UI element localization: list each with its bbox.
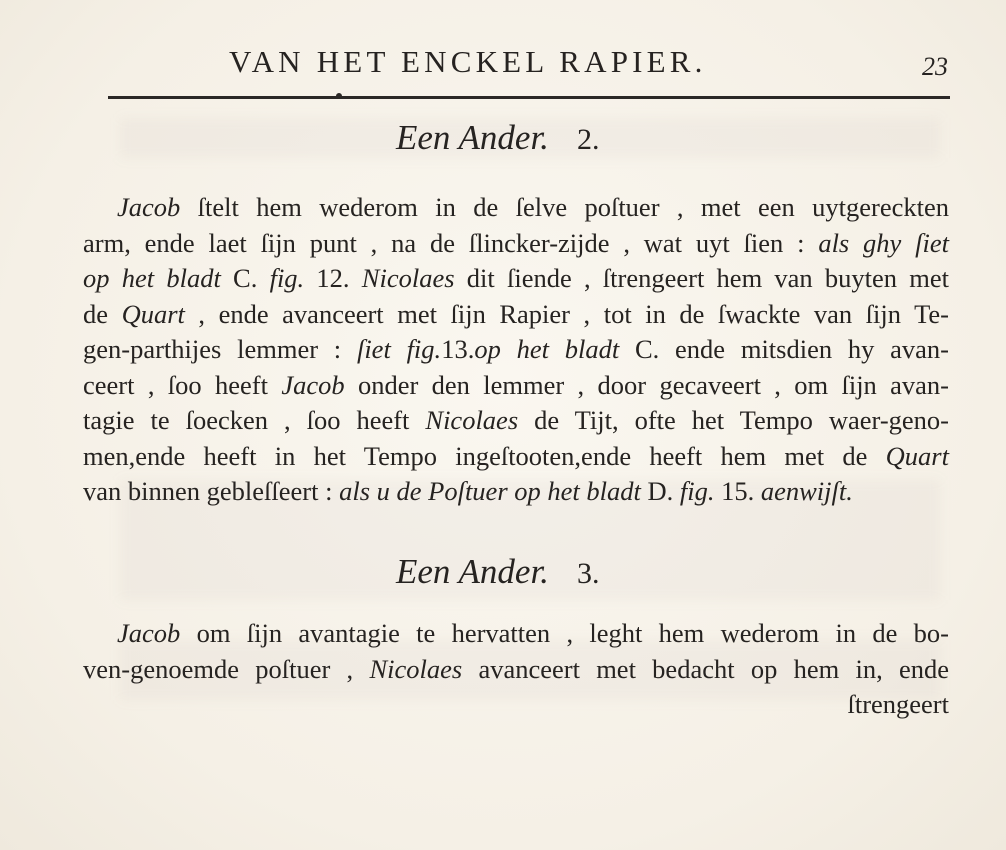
text-line [83,226,949,262]
roman-run: ſtelt hem wederom in de ſelve poſtuer , met een uytgereckten [180,192,949,222]
italic-run: als ghy ſiet [818,227,949,258]
roman-run: onder den lemmer , door gecaveert , om ſijn avan- [344,369,950,400]
text-line [83,616,949,652]
italic-run: Quart [885,440,949,471]
roman-run: dit ſiende , ſtrengeert hem van buyten met [454,263,949,293]
roman-run: men,ende heeft in het Tempo ingeſtooten,ende heeft hem met de [83,440,886,471]
italic-run: als u de Poſtuer op het bladt [339,476,641,506]
roman-run: D. [640,476,680,506]
roman-run: arm, ende laet ſijn punt , na de ſlincker-zijde , wat uyt ſien : [83,227,819,258]
section-heading-3 [396,552,599,592]
italic-run: Jacob [117,192,181,222]
roman-run: ſtrengeert [847,689,949,719]
italic-run: Nicolaes [361,263,455,293]
roman-run: tagie te ſoecken , ſoo heeft [83,405,426,435]
text-line [83,687,949,723]
text-line [83,190,949,226]
roman-run: ven-genoemde poſtuer , [83,653,370,684]
page-number: 23 [922,52,948,81]
text-line [83,368,949,404]
roman-run: 12. [304,263,362,293]
section-title: Een Ander. [396,118,549,157]
roman-run: gen-parthijes lemmer : [83,334,357,364]
paragraph-section-3 [83,616,949,723]
roman-run: 13. [441,334,475,364]
italic-run: Jacob [281,369,345,400]
running-head: VAN HET ENCKEL RAPIER. [229,44,707,79]
text-line [83,261,949,297]
italic-run: ſiet fig. [356,334,442,364]
roman-run: van binnen gebleſſeert : [83,476,340,506]
italic-run: fig. [269,263,305,293]
roman-run: de Tijt, ofte het Tempo waer-geno- [518,405,949,435]
text-line [83,403,949,439]
section-title: Een Ander. [396,552,549,591]
paragraph-section-2 [83,190,949,510]
italic-run: fig. [679,476,715,506]
italic-run: Nicolaes [425,405,519,435]
italic-run: Nicolaes [369,653,463,684]
roman-run: de [83,298,122,329]
italic-run: Jacob [117,618,181,648]
italic-run: aenwijſt. [760,476,853,506]
text-line [83,332,949,368]
section-number: 3. [576,557,600,590]
italic-run: Quart [121,298,185,329]
italic-run: op het bladt [474,334,620,364]
header-rule-ornament [336,93,342,99]
text-line [83,652,949,688]
text-line [83,439,949,475]
roman-run: C. [220,263,270,293]
roman-run: , ende avanceert met ſijn Rapier , tot in de ſwackte van ſijn Te- [184,298,949,329]
roman-run: avanceert met bedacht op hem in, ende [462,653,949,684]
italic-run: op het bladt [83,263,221,293]
section-number: 2. [576,123,600,156]
roman-run: C. ende mitsdien hy avan- [619,334,950,364]
roman-run: om ſijn avantagie te hervatten , leght hem wederom in de bo- [180,618,949,648]
text-line [83,474,949,510]
text-line [83,297,949,333]
section-heading-2 [396,118,599,158]
roman-run: ceert , ſoo heeft [83,369,282,400]
header-rule [108,96,950,99]
roman-run: 15. [714,476,761,506]
